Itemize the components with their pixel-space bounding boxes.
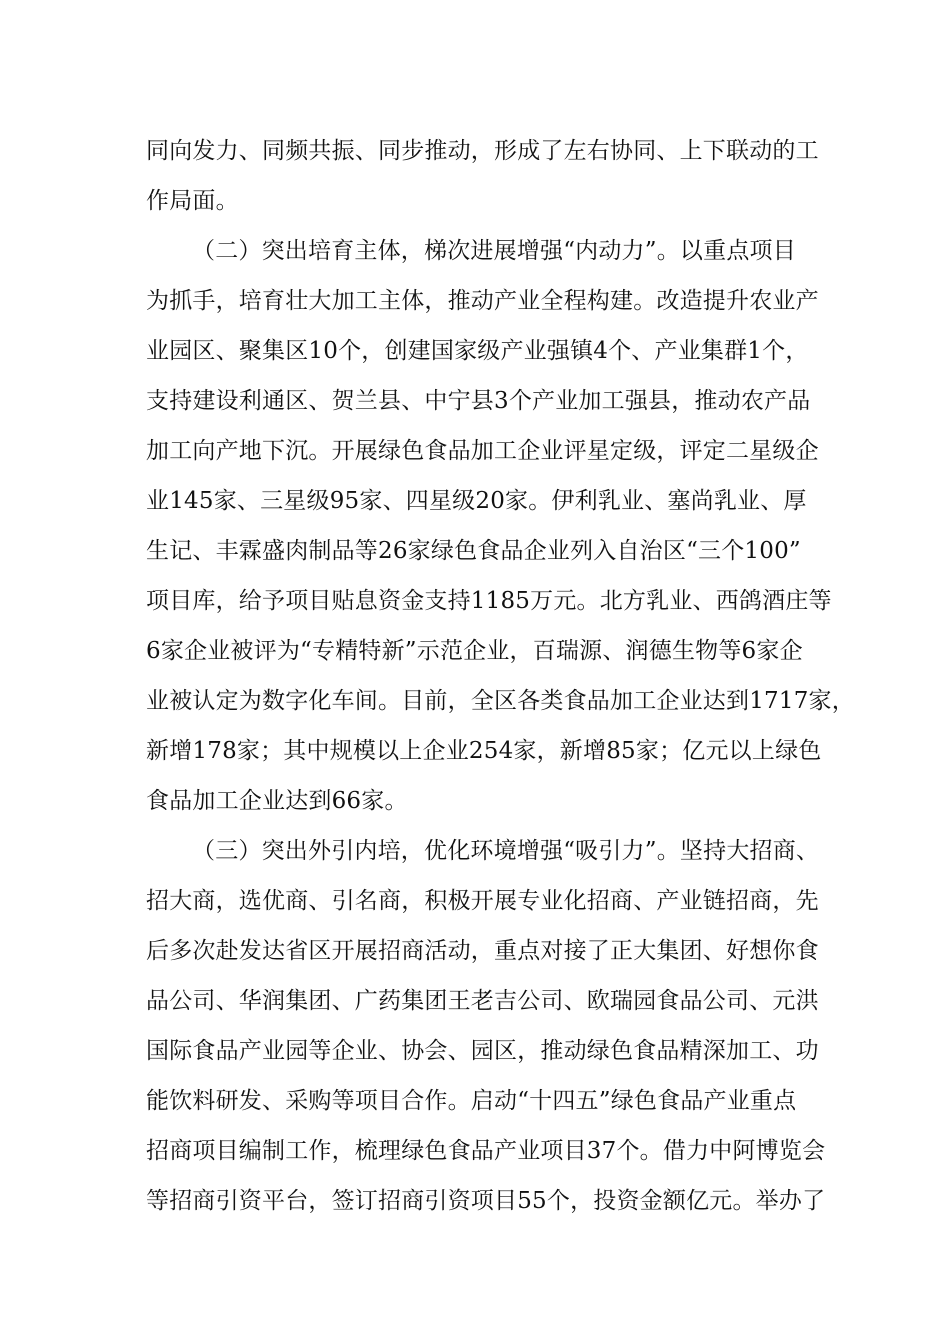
text-line-9: 生记、丰霖盛肉制品等26家绿色食品企业列入自治区“三个100”	[146, 538, 801, 564]
text-line-20: 能饮料研发、采购等项目合作。启动“十四五”绿色食品产业重点	[146, 1088, 797, 1114]
text-line-4: 为抓手，培育壮大加工主体，推动产业全程构建。改造提升农业产	[146, 288, 819, 314]
text-line-2: 作局面。	[146, 188, 239, 214]
text-line-21: 招商项目编制工作，梳理绿色食品产业项目37个。借力中阿博览会	[146, 1138, 826, 1164]
text-line-22: 等招商引资平台，签订招商引资项目55个，投资金额亿元。举办了	[146, 1188, 826, 1214]
text-line-1: 同向发力、同频共振、同步推动，形成了左右协同、上下联动的工	[146, 138, 819, 164]
text-line-10: 项目库，给予项目贴息资金支持1185万元。北方乳业、西鸽酒庄等	[146, 588, 832, 614]
text-line-16: 招大商，选优商、引名商，积极开展专业化招商、产业链招商，先	[146, 888, 819, 914]
text-line-7: 加工向产地下沉。开展绿色食品加工企业评星定级，评定二星级企	[146, 438, 819, 464]
section-3-heading-line: （三）突出外引内培，优化环境增强“吸引力”。坚持大招商、	[192, 838, 820, 864]
text-line-6: 支持建设利通区、贺兰县、中宁县3个产业加工强县，推动农产品	[146, 388, 811, 414]
text-line-8: 业145家、三星级95家、四星级20家。伊利乳业、塞尚乳业、厚	[146, 488, 807, 514]
section-2-heading-line: （二）突出培育主体，梯次进展增强“内动力”。以重点项目	[192, 238, 796, 264]
text-line-5: 业园区、聚集区10个，创建国家级产业强镇4个、产业集群1个，	[146, 338, 809, 364]
text-line-12: 业被认定为数字化车间。目前，全区各类食品加工企业达到1717家，	[146, 688, 855, 714]
text-line-17: 后多次赴发达省区开展招商活动，重点对接了正大集团、好想你食	[146, 938, 819, 964]
text-line-14: 食品加工企业达到66家。	[146, 788, 408, 814]
text-line-11: 6家企业被评为“专精特新”示范企业，百瑞源、润德生物等6家企	[146, 638, 803, 664]
text-line-18: 品公司、华润集团、广药集团王老吉公司、欧瑞园食品公司、元洪	[146, 988, 819, 1014]
text-line-19: 国际食品产业园等企业、协会、园区，推动绿色食品精深加工、功	[146, 1038, 819, 1064]
text-line-13: 新增178家；其中规模以上企业254家，新增85家；亿元以上绿色	[146, 738, 822, 764]
